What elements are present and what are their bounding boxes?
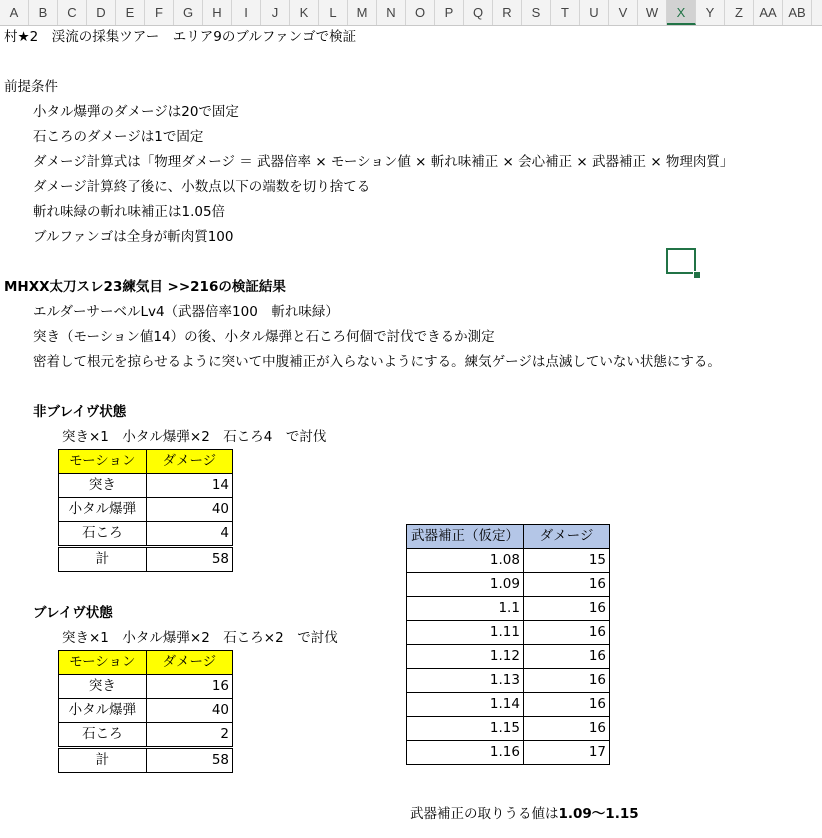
column-header-z[interactable]: Z — [725, 0, 754, 25]
table-cell[interactable]: 2 — [146, 723, 232, 748]
table-row — [407, 645, 610, 669]
column-header-d[interactable]: D — [87, 0, 116, 25]
table-cell[interactable]: 突き — [59, 474, 147, 498]
table-cell[interactable]: 16 — [523, 573, 609, 597]
column-header-x[interactable]: X — [667, 0, 696, 25]
column-header-n[interactable]: N — [377, 0, 406, 25]
table-cell[interactable]: 16 — [523, 669, 609, 693]
table-row — [407, 549, 610, 573]
verification-item: 密着して根元を掠らせるように突いて中腹補正が入らないようにする。練気ゲージは点滅していない状態にする。 — [33, 354, 721, 370]
verification-item: 突き（モーション値14）の後、小タル爆弾と石ころ何個で討伐できるか測定 — [33, 329, 495, 345]
weapon-modifier-table — [406, 524, 610, 765]
brave-summary: 突き×1 小タル爆弾×2 石ころ×2 で討伐 — [62, 630, 338, 646]
table-cell[interactable]: 1.11 — [407, 621, 524, 645]
column-header-t[interactable]: T — [551, 0, 580, 25]
table-cell[interactable]: 58 — [146, 748, 232, 773]
column-header-v[interactable]: V — [609, 0, 638, 25]
column-header-b[interactable]: B — [29, 0, 58, 25]
table-cell[interactable]: 15 — [523, 549, 609, 573]
table-cell[interactable]: 1.13 — [407, 669, 524, 693]
non-brave-summary: 突き×1 小タル爆弾×2 石ころ4 で討伐 — [62, 429, 327, 445]
table-header-cell[interactable]: ダメージ — [146, 651, 232, 675]
column-header-i[interactable]: I — [232, 0, 261, 25]
table-cell[interactable]: 石ころ — [59, 723, 147, 748]
column-header-p[interactable]: P — [435, 0, 464, 25]
table-row — [59, 699, 233, 723]
column-header-o[interactable]: O — [406, 0, 435, 25]
table-cell[interactable]: 1.15 — [407, 717, 524, 741]
column-header-k[interactable]: K — [290, 0, 319, 25]
table-row — [59, 522, 233, 547]
table-header-cell[interactable]: 武器補正（仮定） — [407, 525, 524, 549]
premise-item: ブルファンゴは全身が斬肉質100 — [33, 229, 234, 245]
table-header-cell[interactable]: モーション — [59, 450, 147, 474]
non-brave-heading: 非ブレイヴ状態 — [33, 404, 127, 420]
table-cell[interactable]: 16 — [523, 717, 609, 741]
table-cell[interactable]: 16 — [523, 621, 609, 645]
table-cell[interactable]: 小タル爆弾 — [59, 498, 147, 522]
table-row — [407, 573, 610, 597]
table-cell[interactable]: 1.16 — [407, 741, 524, 765]
worksheet-grid[interactable] — [0, 26, 822, 838]
verification-item: エルダーサーベルLv4（武器倍率100 斬れ味緑） — [33, 304, 339, 320]
column-header-u[interactable]: U — [580, 0, 609, 25]
conclusion-prefix: 武器補正の取りうる値は — [410, 806, 559, 822]
column-header-m[interactable]: M — [348, 0, 377, 25]
fill-handle[interactable] — [693, 271, 701, 279]
column-header-h[interactable]: H — [203, 0, 232, 25]
column-header-g[interactable]: G — [174, 0, 203, 25]
table-cell[interactable]: 40 — [146, 699, 232, 723]
table-cell[interactable]: 1.08 — [407, 549, 524, 573]
brave-table — [58, 650, 233, 773]
table-header-cell[interactable]: ダメージ — [523, 525, 609, 549]
column-header-bar — [0, 0, 822, 26]
column-header-aa[interactable]: AA — [754, 0, 783, 25]
conclusion-text — [410, 805, 639, 823]
table-cell[interactable]: 小タル爆弾 — [59, 699, 147, 723]
table-cell[interactable]: 4 — [146, 522, 232, 547]
column-header-r[interactable]: R — [493, 0, 522, 25]
active-cell-cursor[interactable] — [666, 248, 696, 274]
table-row — [407, 741, 610, 765]
table-row — [407, 621, 610, 645]
column-header-j[interactable]: J — [261, 0, 290, 25]
premise-item: 斬れ味緑の斬れ味補正は1.05倍 — [33, 204, 226, 220]
table-header-cell[interactable]: ダメージ — [146, 450, 232, 474]
table-cell[interactable]: 1.14 — [407, 693, 524, 717]
table-cell[interactable]: 1.12 — [407, 645, 524, 669]
table-cell[interactable]: 16 — [523, 645, 609, 669]
table-row — [59, 723, 233, 748]
sheet-title: 村★2 渓流の採集ツアー エリア9のブルファンゴで検証 — [4, 29, 357, 45]
column-header-c[interactable]: C — [58, 0, 87, 25]
column-header-s[interactable]: S — [522, 0, 551, 25]
table-cell[interactable]: 14 — [146, 474, 232, 498]
table-row — [59, 675, 233, 699]
premise-item: ダメージ計算式は「物理ダメージ ＝ 武器倍率 × モーション値 × 斬れ味補正 × 会心補正 × 武器補正 × 物理肉質」 — [33, 154, 734, 170]
non-brave-table — [58, 449, 233, 572]
column-header-q[interactable]: Q — [464, 0, 493, 25]
premises-heading: 前提条件 — [4, 79, 58, 95]
table-row — [59, 474, 233, 498]
table-cell[interactable]: 計 — [59, 547, 147, 572]
column-header-e[interactable]: E — [116, 0, 145, 25]
table-cell[interactable]: 16 — [523, 693, 609, 717]
table-cell[interactable]: 計 — [59, 748, 147, 773]
premise-item: 石ころのダメージは1で固定 — [33, 129, 204, 145]
premise-item: 小タル爆弾のダメージは20で固定 — [33, 104, 239, 120]
conclusion-value: 1.09〜1.15 — [558, 806, 639, 822]
table-row — [407, 693, 610, 717]
column-header-f[interactable]: F — [145, 0, 174, 25]
table-cell[interactable]: 突き — [59, 675, 147, 699]
table-total-row — [59, 748, 233, 773]
column-header-w[interactable]: W — [638, 0, 667, 25]
brave-heading: ブレイヴ状態 — [33, 605, 113, 621]
table-total-row — [59, 547, 233, 572]
table-row — [407, 597, 610, 621]
table-row — [407, 717, 610, 741]
verification-heading: MHXX太刀スレ23練気目 >>216の検証結果 — [4, 279, 286, 295]
table-cell[interactable]: 40 — [146, 498, 232, 522]
table-cell[interactable]: 石ころ — [59, 522, 147, 547]
premise-item: ダメージ計算終了後に、小数点以下の端数を切り捨てる — [33, 179, 371, 195]
column-header-l[interactable]: L — [319, 0, 348, 25]
table-header-cell[interactable]: モーション — [59, 651, 147, 675]
table-row — [59, 498, 233, 522]
table-cell[interactable]: 1.09 — [407, 573, 524, 597]
table-cell[interactable]: 16 — [523, 597, 609, 621]
table-cell[interactable]: 58 — [146, 547, 232, 572]
table-cell[interactable]: 16 — [146, 675, 232, 699]
column-header-y[interactable]: Y — [696, 0, 725, 25]
table-cell[interactable]: 17 — [523, 741, 609, 765]
table-row — [407, 669, 610, 693]
column-header-a[interactable]: A — [0, 0, 29, 25]
table-cell[interactable]: 1.1 — [407, 597, 524, 621]
column-header-ab[interactable]: AB — [783, 0, 812, 25]
